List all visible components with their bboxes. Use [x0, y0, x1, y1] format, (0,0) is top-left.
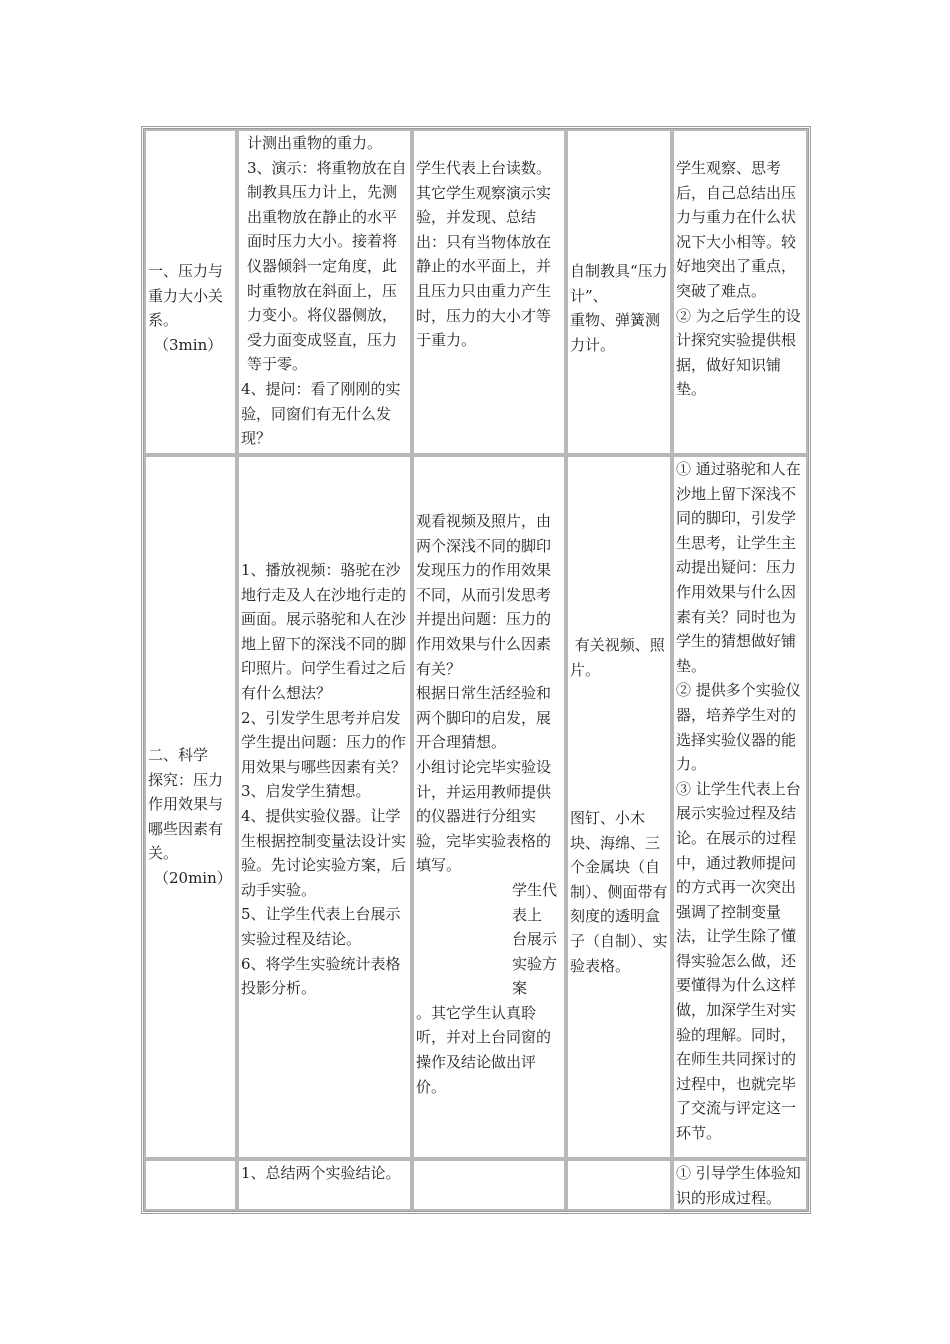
row2-teacher-item: 3、启发学生猜想。 [241, 782, 371, 801]
row1-intent-item: ② 为之后学生的设计探究实验提供根据，做好知识铺垫。 [676, 306, 801, 399]
row2-student-sub-block [416, 878, 562, 1001]
row3-stage-cell [144, 1159, 237, 1211]
row1-stage-line: 重力大小关 [148, 286, 224, 305]
row2-student-cell [412, 455, 566, 1159]
row1-teacher-item: 计测出重物的重力。 [247, 134, 383, 152]
row2-intent-item: ① 通过骆驼和人在沙地上留下深浅不同的脚印，引发学生思考，让学生主动提出疑问：压力作用效果与什么因素有关？同时也为学生的猜想做好铺垫。 [676, 460, 801, 675]
row2-student-item: 小组讨论完毕实验设计，并运用教师提供的仪器进行分组实验，完毕实验表格的填写。 [416, 757, 552, 875]
row1-student-cell [412, 129, 566, 455]
row1-stage-cell [144, 129, 237, 455]
row2-intent-item: ③ 让学生代表上台展示实验过程及结论。在展示的过程中，通过教师提问的方式再一次突出强调了控制变量法，让学生除了懂得实验怎么做，还要懂得为什么这样做，加深学生对实验的理解。同时，在师生共同探讨的过程中，也就完毕了交流与评定这一环节。 [676, 779, 801, 1143]
row2-intent-cell [672, 455, 808, 1159]
row2-student-item: 观看视频及照片，由两个深浅不同的脚印发现压力的作用效果不同，从而引发思考并提出问题：压力的作用效果与什么因素有关？ [416, 512, 552, 678]
row2-stage-line: （20min） [154, 868, 232, 887]
row1-stage-line: 一、压力与 [148, 262, 224, 280]
row2-student-sub-line: 台展示 [512, 930, 558, 949]
row3-teacher-item: 1、总结两个实验结论。 [241, 1164, 401, 1182]
row1-intent-cell [672, 129, 808, 455]
row1-intent-item: 学生观察、思考后，自己总结出压力与重力在什么状况下大小相等。较好地突出了重点，突破了难点。 [676, 159, 797, 300]
row1-student-item: 学生代表上台读数。 [416, 159, 552, 177]
row1-teacher-item: 4、提问：看了刚刚的实验，同窗们有无什么发现？ [241, 379, 401, 448]
row3-student-cell [412, 1159, 566, 1211]
row1-media-item: 自制教具“压力计”、 [570, 262, 668, 305]
lesson-plan-table [141, 126, 811, 1214]
row2-intent-item: ② 提供多个实验仪器，培养学生对的选择实验仪器的能力。 [676, 681, 801, 774]
row1-stage-line: 系。 [148, 311, 179, 330]
row3-teacher-cell [237, 1159, 412, 1211]
row2-student-item: 根据日常生活经验和两个脚印的启发，展开合理猜想。 [416, 684, 552, 752]
row2-teacher-item: 1、播放视频：骆驼在沙地行走及人在沙地行走的画面。展示骆驼和人在沙地上留下的深浅不同的脚印照片。问学生看过之后有什么想法？ [241, 561, 407, 702]
row2-student-tail: 。其它学生认真聆听，并对上台同窗的操作及结论做出评价。 [416, 1003, 552, 1096]
row1-teacher-item: 3、演示：将重物放在自制教具压力计上，先测出重物放在静止的水平面时压力大小。接着将仪器倾斜一定角度，此时重物放在斜面上，压力变小。将仪器侧放，受力面变成竖直，压力等于零。 [247, 158, 407, 374]
row2-stage-line: 哪些因素有 [148, 819, 224, 838]
row3-intent-item: ① 引导学生体验知识的形成过程。 [676, 1164, 801, 1207]
row1-media-cell [566, 129, 672, 455]
row1-student-item: 其它学生观察演示实验，并发现、总结出：只有当物体放在静止的水平面上，并且压力只由重力产生时，压力的大小才等于重力。 [416, 183, 552, 350]
row1-teacher-cell [237, 129, 412, 455]
row2-teacher-cell [237, 455, 412, 1159]
row2-stage-line: 二、科学 [148, 746, 209, 764]
row2-stage-cell [144, 455, 237, 1159]
row2-student-sub-line: 实验方 [512, 954, 558, 973]
row2-student-sub-line: 表上 [512, 905, 543, 924]
row2-media-item: 图钉、小木块、海绵、三个金属块（自制）、侧面带有刻度的透明盒子（自制）、实验表格。 [570, 809, 668, 975]
row2-media-item: 有关视频、照片。 [570, 636, 665, 679]
row2-media-cell [566, 455, 672, 1159]
row2-student-sub-line: 学生代 [512, 880, 558, 899]
row3-media-cell [566, 1159, 672, 1211]
row2-teacher-item: 6、将学生实验统计表格投影分析。 [241, 954, 401, 998]
row2-stage-line: 关。 [148, 844, 179, 863]
row1-stage-line: （3min） [154, 335, 223, 354]
row2-teacher-item: 2、引发学生思考并启发学生提出问题：压力的作用效果与哪些因素有关？ [241, 708, 407, 776]
row2-student-sub-line: 案 [512, 979, 528, 998]
row1-media-item: 重物、弹簧测力计。 [570, 311, 661, 354]
row2-teacher-item: 5、让学生代表上台展示实验过程及结论。 [241, 905, 401, 948]
row2-stage-line: 作用效果与 [148, 795, 224, 814]
row2-teacher-item: 4、提供实验仪器。让学生根据控制变量法设计实验。先讨论实验方案，后动手实验。 [241, 806, 407, 899]
row3-intent-cell [672, 1159, 808, 1211]
row2-stage-line: 探究：压力 [148, 770, 224, 789]
